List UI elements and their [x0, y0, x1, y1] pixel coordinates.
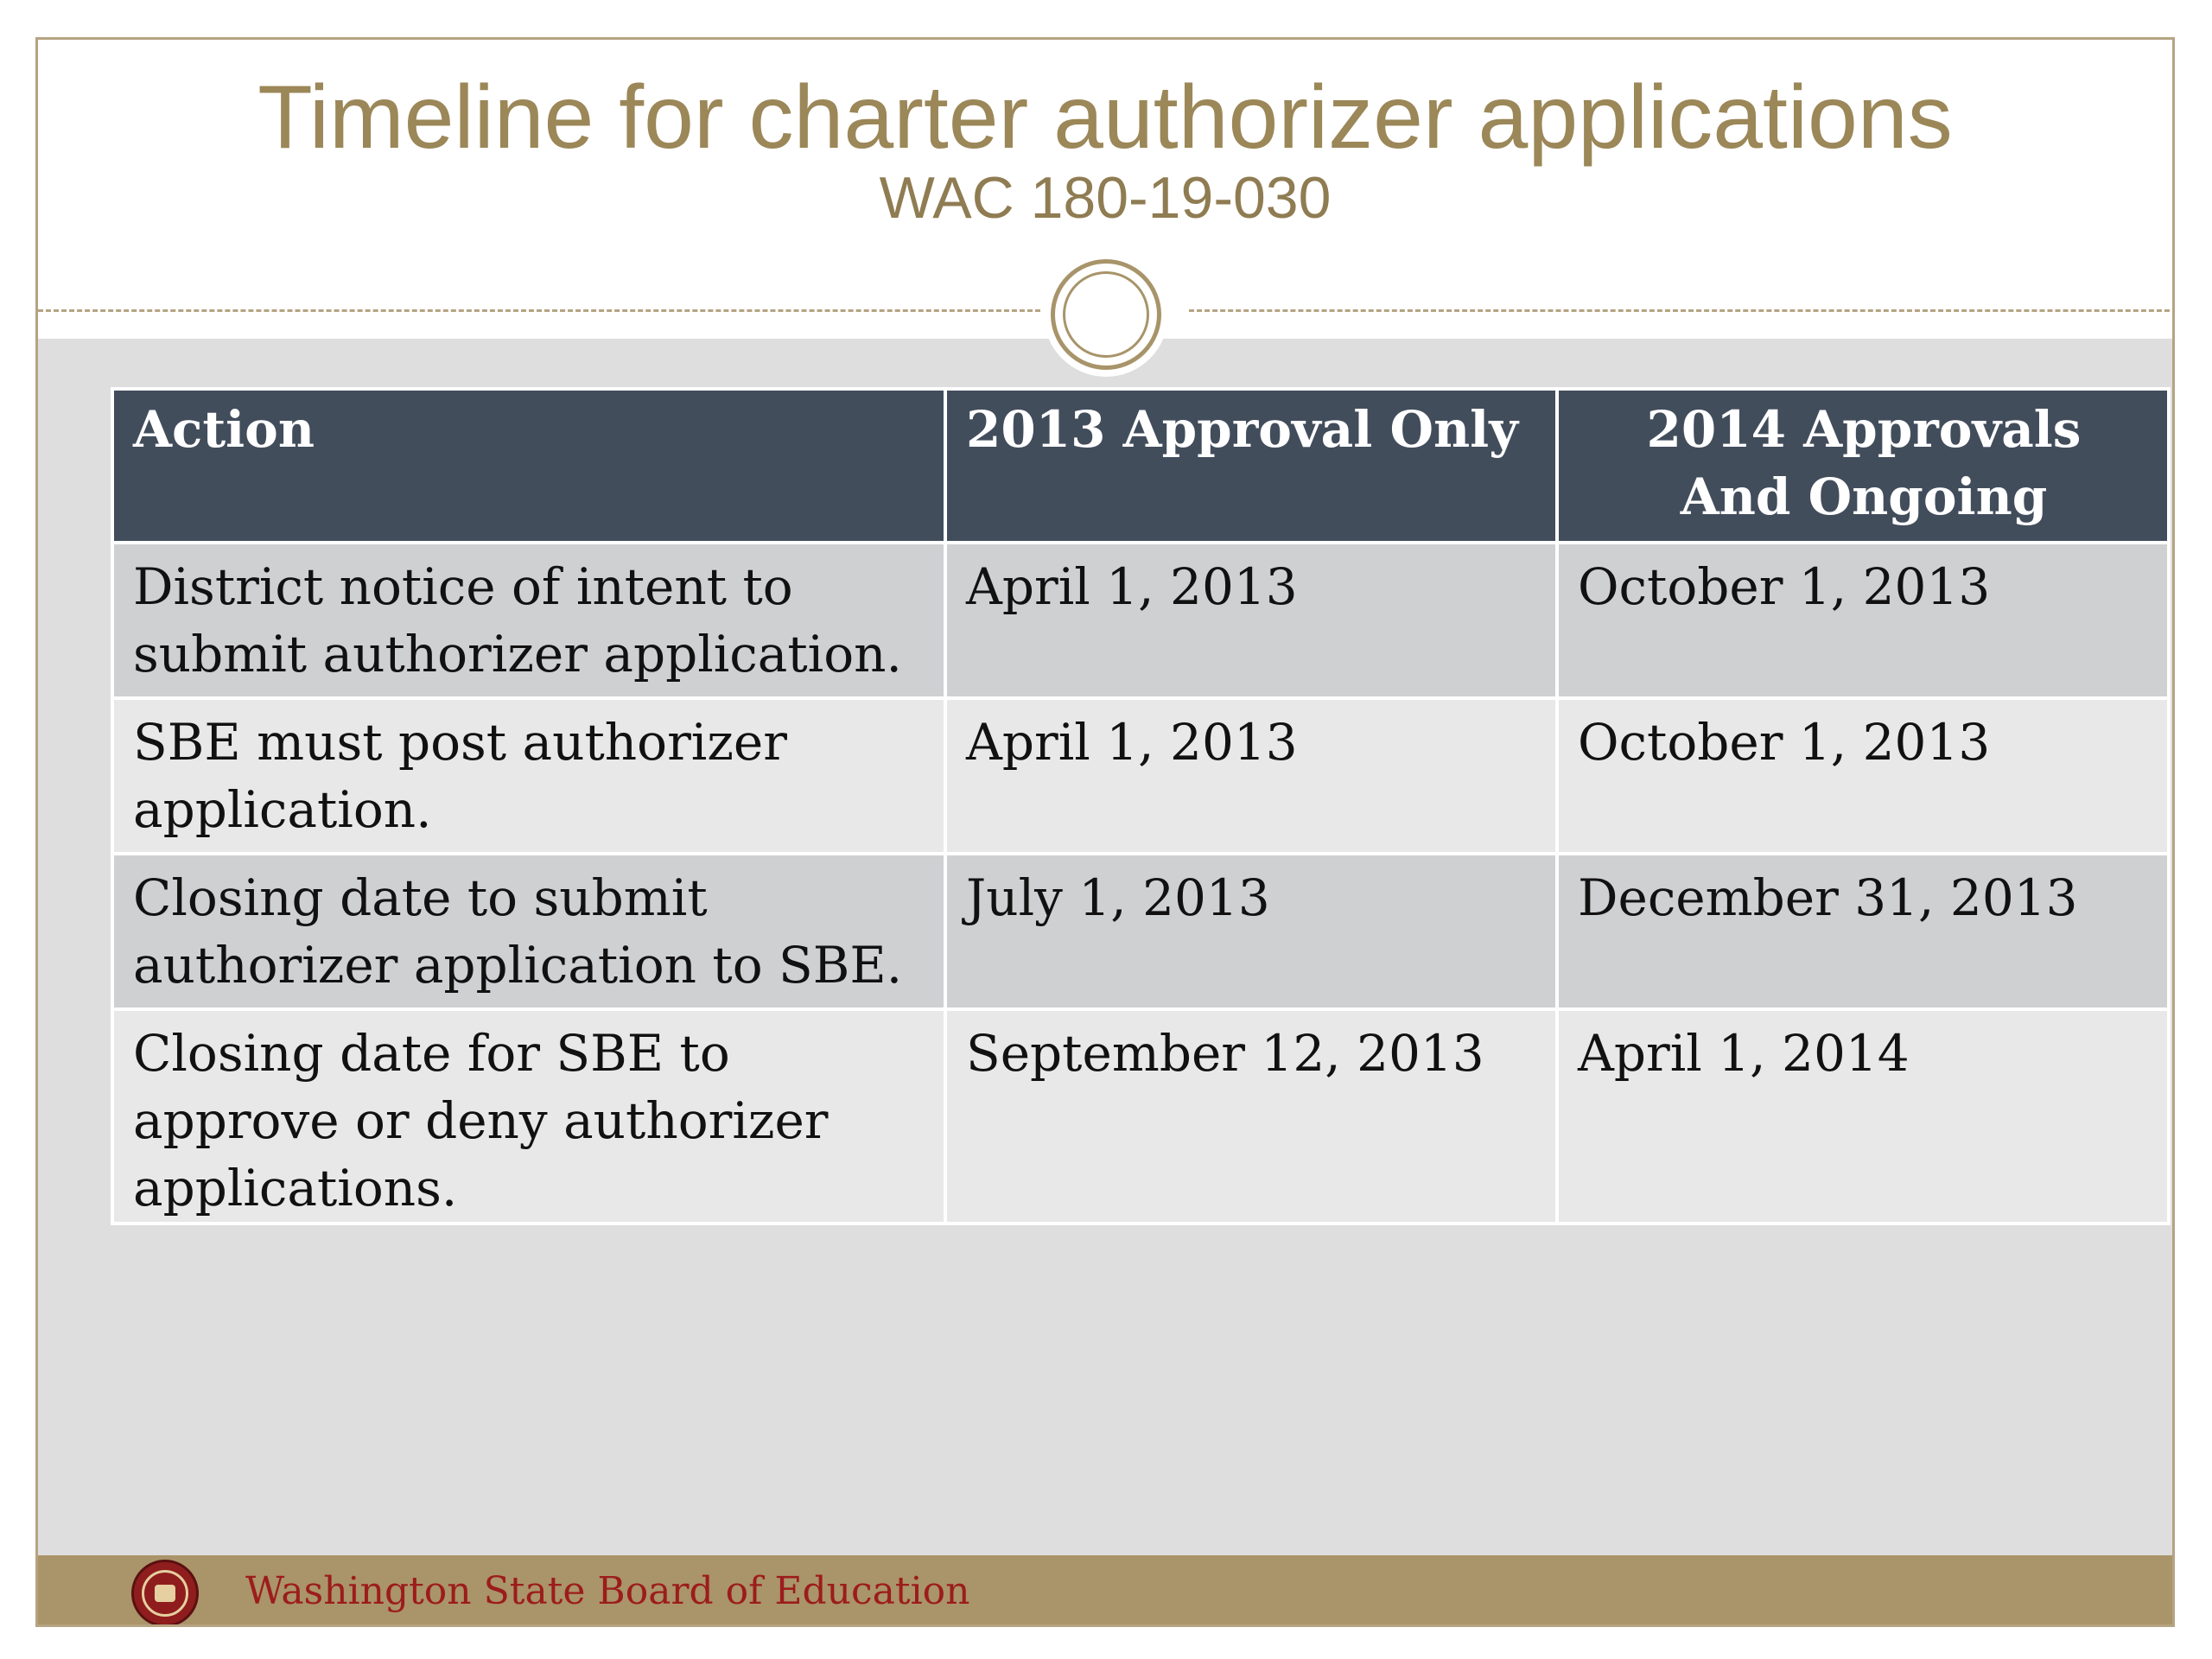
footer-organization-name: Washington State Board of Education [245, 1569, 970, 1613]
header-2014-line2: And Ongoing [1680, 467, 2048, 526]
dashed-divider-left [38, 309, 1040, 312]
table-row [112, 854, 2169, 1009]
footer-bar [38, 1555, 2172, 1627]
table-row [112, 1009, 2169, 1224]
ornament-inner-ring [1063, 271, 1149, 358]
cell-2013-date: July 1, 2013 [945, 854, 1557, 1009]
cell-action: Closing date to submit authorizer application to SBE. [112, 854, 945, 1009]
cell-action: District notice of intent to submit authorizer application. [112, 543, 945, 698]
seal-core [155, 1585, 175, 1602]
cell-2014-date: December 31, 2013 [1557, 854, 2169, 1009]
header-2014-approvals [1557, 389, 2169, 543]
cell-2013-date: April 1, 2013 [945, 698, 1557, 854]
cell-2014-date: April 1, 2014 [1557, 1009, 2169, 1224]
slide-title: Timeline for charter authorizer applications [257, 67, 1953, 168]
table-row [112, 698, 2169, 854]
table-row [112, 543, 2169, 698]
slide-subtitle: WAC 180-19-030 [879, 165, 1332, 231]
cell-action: SBE must post authorizer application. [112, 698, 945, 854]
header-action: Action [112, 389, 945, 543]
cell-2013-date: April 1, 2013 [945, 543, 1557, 698]
cell-action: Closing date for SBE to approve or deny authorizer applications. [112, 1009, 945, 1224]
table-header-row [112, 389, 2169, 543]
cell-2014-date: October 1, 2013 [1557, 698, 2169, 854]
timeline-table [111, 387, 2171, 1225]
state-seal-icon [131, 1560, 199, 1627]
circle-ornament-icon [1044, 252, 1168, 377]
header-2013-approval: 2013 Approval Only [945, 389, 1557, 543]
header-2014-line1: 2014 Approvals [1646, 400, 2082, 459]
cell-2014-date: October 1, 2013 [1557, 543, 2169, 698]
dashed-divider-right [1189, 309, 2175, 312]
slide [35, 37, 2175, 1627]
cell-2013-date: September 12, 2013 [945, 1009, 1557, 1224]
